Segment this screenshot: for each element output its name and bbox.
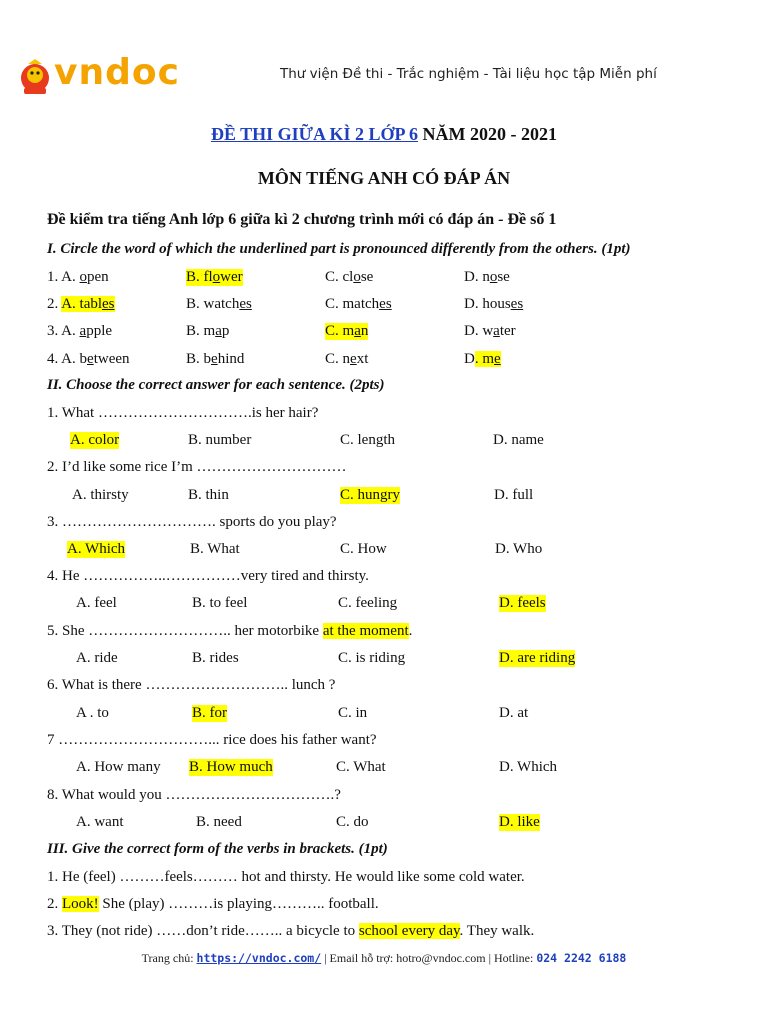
s2-q1-c: C. length — [340, 432, 395, 448]
s1-q2-c: C. matches — [325, 296, 392, 312]
logo-text: vndoc — [54, 52, 180, 93]
s2-q1-stem: 1. What ………………………….is her hair? — [47, 405, 319, 421]
s1-q1-d: D. nose — [464, 269, 510, 285]
s3-q2: 2. Look! She (play) ………is playing……….. football. — [47, 896, 379, 912]
s2-q5-a: A. ride — [76, 650, 118, 666]
s2-q8-d: D. like — [499, 814, 540, 830]
s1-q1-a: 1. A. open — [47, 269, 109, 285]
s2-q8-b: B. need — [196, 814, 242, 830]
subtitle: Đề kiểm tra tiếng Anh lớp 6 giữa kì 2 chương trình mới có đáp án - Đề số 1 — [47, 211, 557, 228]
title-year: NĂM 2020 - 2021 — [418, 124, 558, 144]
s1-q2-d: D. houses — [464, 296, 524, 312]
s2-q4-d: D. feels — [499, 595, 546, 611]
header-tagline: Thư viện Đề thi - Trắc nghiệm - Tài liệu học tập Miễn phí — [280, 66, 657, 82]
s2-q2-c: C. hungry — [340, 487, 400, 503]
s2-q5-stem-post: . — [408, 623, 413, 639]
section-2-heading: II. Choose the correct answer for each sentence. (2pts) — [47, 377, 385, 393]
s2-q4-stem: 4. He ……………..……………very tired and thirsty. — [47, 568, 369, 584]
s2-q7-stem: 7 …………………………... rice does his father want? — [47, 732, 377, 748]
s2-q8-c: C. do — [336, 814, 369, 830]
s3-q1: 1. He (feel) ………feels……… hot and thirsty. He would like some cold water. — [47, 869, 525, 885]
s2-q4-c: C. feeling — [338, 595, 398, 611]
s2-q5-stem-pre: 5. She ……………………….. her motorbike — [47, 623, 323, 639]
s2-q7-d: D. Which — [499, 759, 558, 775]
s2-q1-d: D. name — [493, 432, 544, 448]
s3-q3 — [47, 923, 534, 940]
s1-q1-c: C. close — [325, 269, 374, 285]
s2-q6-c: C. in — [338, 705, 368, 721]
s2-q3-stem: 3. …………………………. sports do you play? — [47, 514, 337, 530]
mascot-icon — [16, 58, 54, 98]
s2-q7-b: B. How much — [189, 759, 273, 775]
s3-q3-highlight: school every day — [358, 923, 460, 939]
s2-q5-c: C. is riding — [338, 650, 406, 666]
s2-q3-b: B. What — [190, 541, 240, 557]
s2-q5-b: B. rides — [192, 650, 239, 666]
s2-q2-a: A. thirsty — [72, 487, 129, 503]
footer-hotline: 024 2242 6188 — [536, 951, 627, 965]
s2-q3-a: A. Which — [67, 541, 126, 557]
s3-q2-highlight: Look! — [62, 896, 99, 912]
s1-q2-b: B. watches — [186, 296, 252, 312]
s2-q7-c: C. What — [336, 759, 386, 775]
s1-q4-d: D. me — [464, 351, 501, 367]
s1-q3-d: D. water — [464, 323, 516, 339]
s2-q2-d: D. full — [494, 487, 534, 503]
s2-q1-b: B. number — [188, 432, 252, 448]
s1-q4-c: C. next — [325, 351, 369, 367]
s2-q4-b: B. to feel — [192, 595, 248, 611]
s1-q4-a: 4. A. between — [47, 351, 130, 367]
s1-q3-b: B. map — [186, 323, 230, 339]
footer-url-link[interactable]: https://vndoc.com/ — [196, 951, 322, 965]
s2-q6-a: A . to — [76, 705, 109, 721]
s1-q3-c: C. man — [325, 323, 369, 339]
s2-q6-d: D. at — [499, 705, 529, 721]
s1-q2-a: 2. A. tables — [47, 296, 115, 312]
s2-q7-a: A. How many — [76, 759, 161, 775]
s2-q5-stem — [47, 623, 412, 640]
s1-q1-b: B. flower — [186, 269, 243, 285]
s2-q3-c: C. How — [340, 541, 387, 557]
s3-q2-rest: She (play) ………is playing……….. football. — [98, 896, 379, 912]
s2-q8-a: A. want — [76, 814, 124, 830]
s2-q2-b: B. thin — [188, 487, 229, 503]
s2-q8-stem: 8. What would you …………………………….? — [47, 787, 341, 803]
section-3-heading: III. Give the correct form of the verbs in brackets. (1pt) — [47, 841, 388, 857]
footer-label: Trang chủ: — [141, 951, 197, 965]
s2-q1-a: A. color — [70, 432, 120, 448]
page-title-line2: MÔN TIẾNG ANH CÓ ĐÁP ÁN — [257, 168, 511, 188]
title-link[interactable]: ĐỀ THI GIỮA KÌ 2 LỚP 6 — [210, 124, 419, 144]
s2-q3-d: D. Who — [495, 541, 543, 557]
s1-q3-a: 3. A. apple — [47, 323, 113, 339]
s2-q6-b: B. for — [192, 705, 227, 721]
s1-q4-b: B. behind — [186, 351, 245, 367]
vndoc-logo[interactable] — [16, 52, 186, 100]
s2-q2-stem: 2. I’d like some rice I’m ………………………… — [47, 459, 347, 475]
s3-q3-post: . They walk. — [459, 923, 535, 939]
s2-q6-stem: 6. What is there ……………………….. lunch ? — [47, 677, 336, 693]
footer-mid: | Email hỗ trợ: hotro@vndoc.com | Hotline: — [321, 951, 537, 965]
page-title — [0, 124, 768, 145]
s3-q3-pre: 3. They (not ride) ……don’t ride…….. a bicycle to — [47, 923, 359, 939]
s2-q5-d: D. are riding — [499, 650, 576, 666]
s2-q5-stem-highlight: at the moment — [322, 623, 409, 639]
section-1-heading: I. Circle the word of which the underlined part is pronounced differently from the others. (1pt) — [47, 241, 631, 257]
page-footer — [0, 951, 768, 966]
s2-q4-a: A. feel — [76, 595, 117, 611]
